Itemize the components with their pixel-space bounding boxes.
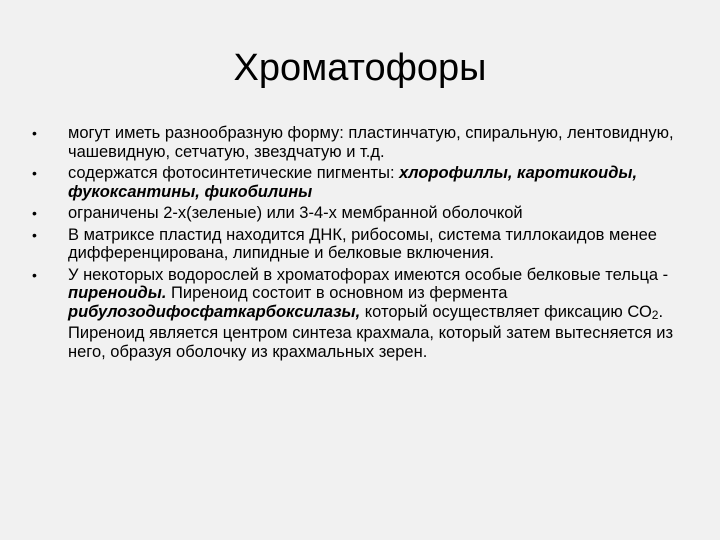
list-item [32, 164, 692, 201]
bullet-dot: • [32, 226, 37, 243]
list-item [32, 204, 692, 223]
list-item [32, 226, 692, 263]
enzyme-emphasis: рибулозодифосфаткарбоксилазы, [68, 302, 361, 321]
bullet-dot: • [32, 266, 37, 283]
bullet-dot: • [32, 205, 37, 221]
bullet-text: В матриксе пластид находится ДНК, рибосомы, система тиллокаидов менее дифференцирована, липидные и белковые включения. [68, 225, 657, 262]
bullet-dot: • [32, 165, 37, 181]
co2-subscript: 2 [651, 307, 659, 322]
bullet-dot: • [32, 125, 37, 141]
bullet-list [32, 124, 692, 364]
slide-title: Хроматофоры [233, 47, 487, 89]
bullet-text: могут иметь разнообразную форму: пластинчатую, спиральную, лентовидную, чашевидную, сетчатую, звездчатую и т.д. [68, 124, 674, 161]
pyrenoids-emphasis: пиреноиды. [68, 284, 167, 302]
bullet-text: содержатся фотосинтетические пигменты: [68, 164, 400, 182]
bullet-text: Пиреноид состоит в основном из фермента [166, 284, 508, 302]
list-item [32, 266, 692, 362]
bullet-text: ограничены 2-х(зеленые) или 3-4-х мембранной оболочкой [68, 204, 523, 222]
list-item [32, 124, 692, 161]
bullet-text: . Пиреноид является центром синтеза крахмала, который затем вытесняется из него, образуя оболочку из крахмальных зерен. [68, 302, 674, 361]
bullet-text: который осуществляет фиксацию СО [360, 302, 652, 321]
bullet-text: У некоторых водорослей в хроматофорах имеются особые белковые тельца - [68, 265, 669, 284]
pigments-emphasis: хлорофиллы, каротикоиды, фукоксантины, фикобилины [68, 164, 638, 201]
